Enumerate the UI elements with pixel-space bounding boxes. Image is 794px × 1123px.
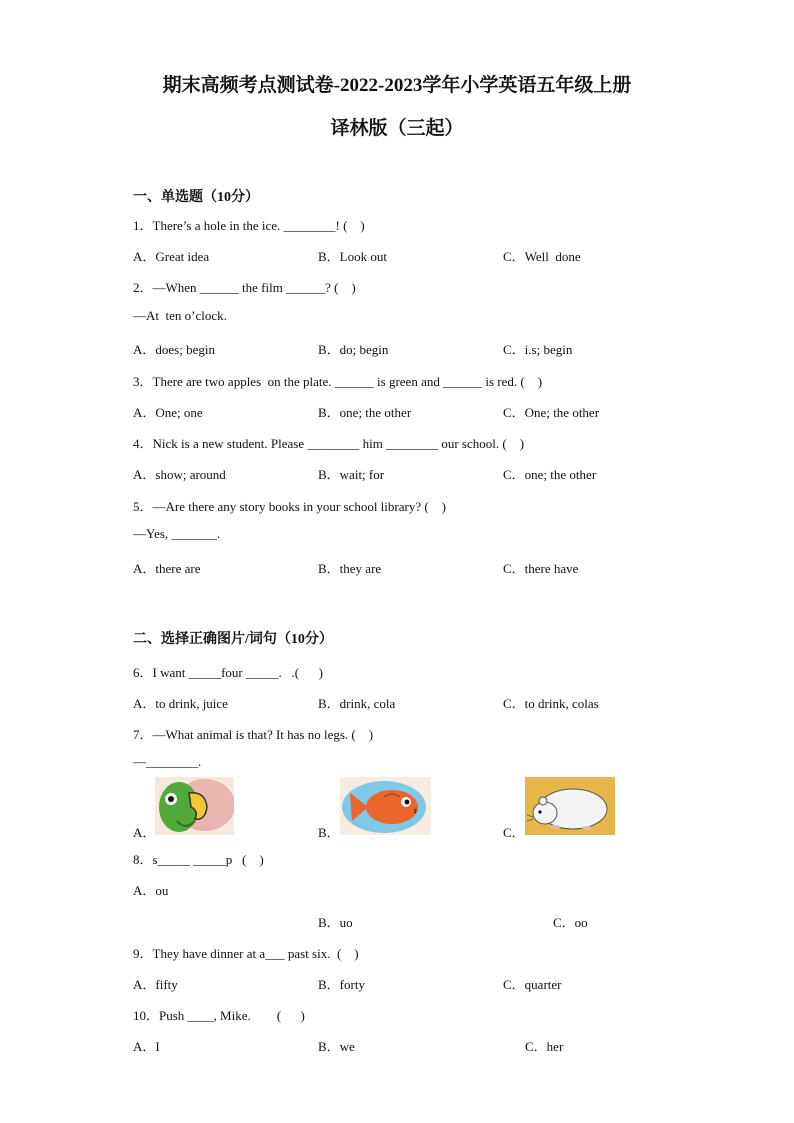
option-3c: C．One; the other: [503, 405, 600, 420]
option-8a: A．ou: [133, 883, 169, 898]
option-3a: A．One; one: [133, 405, 203, 420]
hamster-image: [525, 777, 615, 835]
option-7b-label: B．: [318, 825, 340, 840]
question-9: 9．They have dinner at a___ past six. ( ): [133, 946, 359, 961]
option-1c: C．Well done: [503, 249, 581, 264]
document-title: 期末高频考点测试卷-2022-2023学年小学英语五年级上册: [162, 75, 632, 96]
document-subtitle: 译林版（三起）: [330, 118, 464, 139]
question-4: 4．Nick is a new student. Please ________ him ________ our school. ( ): [133, 436, 525, 451]
option-7c-label: C．: [503, 825, 525, 840]
option-4a: A．show; around: [133, 467, 226, 482]
option-9a: A．fifty: [133, 977, 178, 992]
option-6c: C．to drink, colas: [503, 696, 599, 711]
option-4c: C．one; the other: [503, 467, 597, 482]
question-5: 5．—Are there any story books in your school library? ( ): [133, 499, 447, 514]
option-10b: B．we: [318, 1039, 355, 1054]
question-7: 7．—What animal is that? It has no legs. ( ): [133, 727, 374, 742]
section-heading-choose-picture: 二、选择正确图片/词句（10分）: [133, 632, 333, 647]
question-10: 10．Push ____, Mike. ( ): [133, 1008, 305, 1023]
parrot-image: [155, 777, 234, 835]
option-9b: B．forty: [318, 977, 365, 992]
option-7a-label: A．: [133, 825, 156, 840]
option-8c: C．oo: [553, 915, 588, 930]
question-6: 6．I want _____four _____. .( ): [133, 665, 323, 680]
option-1a: A．Great idea: [133, 249, 210, 264]
option-8b: B．uo: [318, 915, 353, 930]
option-5a: A．there are: [133, 561, 201, 576]
option-4b: B．wait; for: [318, 467, 385, 482]
option-5b: B．they are: [318, 561, 382, 576]
question-3: 3．There are two apples on the plate. ______ is green and ______ is red. ( ): [133, 374, 543, 389]
question-2: 2．—When ______ the film ______? ( ): [133, 280, 356, 295]
option-2b: B．do; begin: [318, 342, 389, 357]
section-heading-single-choice: 一、单选题（10分）: [133, 190, 259, 205]
fish-image: [340, 777, 431, 835]
option-2a: A．does; begin: [133, 342, 215, 357]
option-2c: C．i.s; begin: [503, 342, 573, 357]
option-10a: A．I: [133, 1039, 160, 1054]
option-3b: B．one; the other: [318, 405, 412, 420]
option-10c: C．her: [525, 1039, 564, 1054]
option-9c: C．quarter: [503, 977, 562, 992]
question-1: 1．There’s a hole in the ice. ________! ( ): [133, 218, 365, 233]
question-5-answer-line: —Yes, _______.: [133, 526, 221, 541]
option-5c: C．there have: [503, 561, 579, 576]
option-1b: B．Look out: [318, 249, 387, 264]
option-6a: A．to drink, juice: [133, 696, 228, 711]
option-6b: B．drink, cola: [318, 696, 396, 711]
question-7-answer-line: —________.: [133, 754, 202, 769]
question-8: 8．s_____ _____p ( ): [133, 852, 264, 867]
question-2-answer-line: —At ten o’clock.: [133, 308, 227, 323]
